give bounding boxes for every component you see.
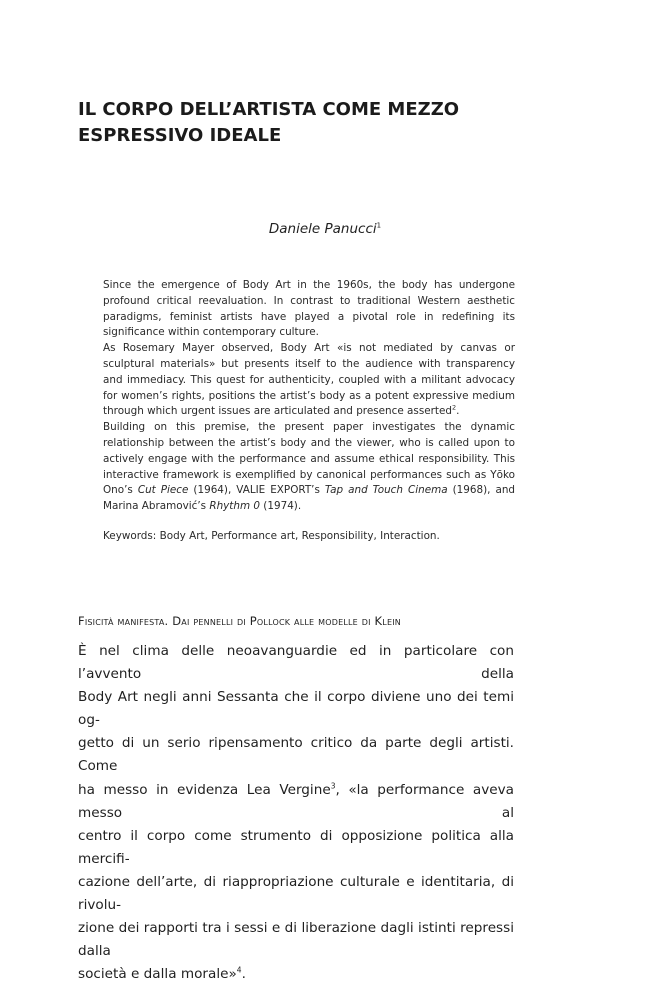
work-title-rhythm-0: Rhythm 0 bbox=[209, 500, 260, 513]
abstract-p3-text-c: (1968), and Marina Abramović’s bbox=[103, 484, 515, 513]
body-line-8-text-b: . bbox=[241, 966, 246, 983]
section-heading: Fisicità manifesta. Dai pennelli di Pollock alle modelle di Klein bbox=[78, 614, 401, 628]
abstract-paragraph-1: Since the emergence of Body Art in the 1960s, the body has undergone profound critical reevaluation. In contrast to traditional Western aesthetic paradigms, feminist artists have played a pivotal role in redefining its significance within contemporary culture. bbox=[103, 279, 515, 339]
work-title-cut-piece: Cut Piece bbox=[137, 484, 189, 497]
body-line-3: getto di un serio ripensamento critico da parte degli artisti. Come bbox=[78, 735, 514, 775]
author-byline bbox=[0, 221, 650, 237]
title-line-2: ESPRESSIVO IDEALE bbox=[78, 125, 282, 146]
abstract-p3-text-a: Building on this premise, the present paper investigates the dynamic relationship between the artist’s body and the viewer, who is called upon to actively engage with the performance and assume ethical responsibility. This interactive framework is exemplified by canonical performances such as Yōko Ono’s bbox=[103, 421, 515, 497]
title-line-1: IL CORPO DELL’ARTISTA COME MEZZO bbox=[78, 99, 460, 120]
abstract-p3-text-d: (1974). bbox=[260, 500, 302, 513]
abstract-paragraph-2-end: . bbox=[456, 405, 460, 418]
footnote-marker-2[interactable]: 2 bbox=[451, 403, 457, 412]
body-line-6: cazione dell’arte, di riappropriazione culturale e identitaria, di rivolu- bbox=[78, 873, 514, 914]
footnote-marker-4[interactable]: 4 bbox=[236, 965, 242, 975]
abstract-paragraph-2-text: As Rosemary Mayer observed, Body Art «is not mediated by canvas or sculptural materials» but presents itself to the audience with transparency and immediacy. This quest for authenticity, coupled with a militant advocacy for women’s rights, positions the artist’s body as a potent expressive medium through which urgent issues are articulated and presence asserted bbox=[103, 342, 515, 418]
body-line-8-text-a: società e dalla morale» bbox=[78, 966, 237, 983]
footnote-marker-3[interactable]: 3 bbox=[330, 781, 336, 791]
abstract bbox=[103, 278, 515, 545]
work-title-tap-and-touch-cinema: Tap and Touch Cinema bbox=[324, 484, 448, 497]
body-line-5: centro il corpo come strumento di opposizione politica alla mercifi- bbox=[78, 827, 514, 867]
body-paragraph bbox=[78, 640, 514, 986]
body-line-2: Body Art negli anni Sessanta che il corpo diviene uno dei temi og- bbox=[78, 689, 514, 729]
body-line-7: zione dei rapporti tra i sessi e di liberazione dagli istinti repressi dalla bbox=[78, 920, 514, 960]
body-line-4 bbox=[78, 779, 514, 825]
body-line-8 bbox=[78, 963, 514, 986]
body-line-1: È nel clima delle neoavanguardie ed in particolare con l’avvento della bbox=[78, 643, 514, 683]
abstract-paragraph-2 bbox=[103, 341, 515, 420]
keywords: Keywords: Body Art, Performance art, Responsibility, Interaction. bbox=[103, 529, 440, 542]
abstract-p3-text-b: (1964), VALIE EXPORT’s bbox=[188, 484, 325, 497]
abstract-paragraph-3 bbox=[103, 420, 515, 515]
author-name: Daniele Panucci bbox=[268, 221, 377, 237]
author-footnote-marker[interactable]: 1 bbox=[376, 221, 382, 230]
body-line-4-text-a: ha messo in evidenza Lea Vergine bbox=[78, 781, 331, 798]
body-line-4-text-b: , «la performance aveva messo al bbox=[78, 781, 514, 821]
article-title bbox=[78, 97, 578, 149]
